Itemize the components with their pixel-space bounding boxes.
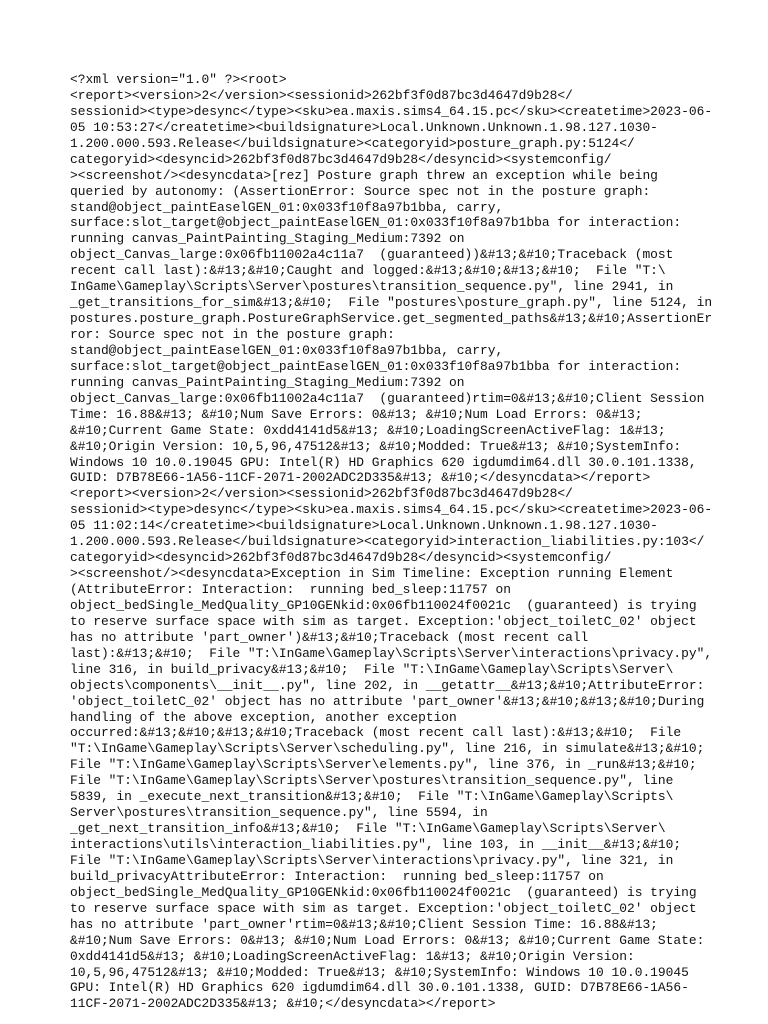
text-line: ><screenshot/><desyncdata>[rez] Posture graph threw an exception while being: [70, 167, 658, 183]
text-line: 1.200.000.593.Release</buildsignature><categoryid>interaction_liabilities.py:103</: [70, 534, 705, 550]
text-line: stand@object_paintEaselGEN_01:0x033f10f8a97b1bba, carry,: [70, 199, 504, 215]
text-line: recent call last):&#13;&#10;Caught and logged:&#13;&#10;&#13;&#10; File "T:\: [70, 263, 666, 279]
text-line: <report><version>2</version><sessionid>262bf3f0d87bc3d4647d9b28</: [70, 87, 573, 103]
text-line: object_bedSingle_MedQuality_GP10GENkid:0x06fb110024f0021c (guaranteed) is trying: [70, 597, 697, 613]
text-line: running canvas_PaintPainting_Staging_Medium:7392 on: [70, 231, 465, 247]
text-line: GPU: Intel(R) HD Graphics 620 igdumdim64.dll 30.0.101.1338, GUID: D7B78E66-1A56-: [70, 980, 689, 996]
text-line: 10,5,96,47512&#13; &#10;Modded: True&#13; &#10;SystemInfo: Windows 10 10.0.19045: [70, 964, 689, 980]
text-line: stand@object_paintEaselGEN_01:0x033f10f8a97b1bba, carry,: [70, 342, 504, 358]
text-line: sessionid><type>desync</type><sku>ea.maxis.sims4_64.15.pc</sku><createtime>2023-06-: [70, 103, 713, 119]
text-line: object_Canvas_large:0x06fb11002a4c11a7 (guaranteed)rtim=0&#13;&#10;Client Session: [70, 390, 705, 406]
text-line: _get_next_transition_info&#13;&#10; File "T:\InGame\Gameplay\Scripts\Server\: [70, 821, 666, 837]
text-line: interactions\utils\interaction_liabilities.py", line 103, in __init__&#13;&#10;: [70, 837, 682, 852]
text-line: 11CF-2071-2002ADC2D335&#13; &#10;</desyncdata></report>: [70, 996, 496, 1012]
text-line: ror: Source spec not in the posture graph:: [70, 327, 395, 342]
text-line: File "T:\InGame\Gameplay\Scripts\Server\elements.py", line 376, in _run&#13;&#10;: [70, 757, 697, 773]
text-line: handling of the above exception, another exception: [70, 709, 457, 725]
text-line: Server\postures\transition_sequence.py", line 5594, in: [70, 805, 488, 821]
text-line: "T:\InGame\Gameplay\Scripts\Server\scheduling.py", line 216, in simulate&#13;&#10;: [70, 741, 705, 757]
text-line: InGame\Gameplay\Scripts\Server\postures\transition_sequence.py", line 2941, in: [70, 279, 674, 295]
text-line: File "T:\InGame\Gameplay\Scripts\Server\interactions\privacy.py", line 321, in: [70, 852, 674, 868]
text-line: 5839, in _execute_next_transition&#13;&#10; File "T:\InGame\Gameplay\Scripts\: [70, 789, 674, 805]
text-line: to reserve surface space with sim as target. Exception:'object_toiletC_02' object: [70, 613, 697, 629]
text-line: objects\components\__init__.py", line 202, in __getattr__&#13;&#10;AttributeError:: [70, 677, 705, 693]
text-line: <report><version>2</version><sessionid>262bf3f0d87bc3d4647d9b28</: [70, 486, 573, 502]
text-line: surface:slot_target@object_paintEaselGEN_01:0x033f10f8a97b1bba for interaction:: [70, 215, 682, 231]
xml-report-text: [70, 72, 713, 1012]
text-line: (AttributeError: Interaction: running bed_sleep:11757 on: [70, 582, 511, 597]
text-line: surface:slot_target@object_paintEaselGEN_01:0x033f10f8a97b1bba for interaction:: [70, 358, 682, 374]
text-line: &#10;Origin Version: 10,5,96,47512&#13; &#10;Modded: True&#13; &#10;SystemInfo:: [70, 438, 682, 454]
text-line: last):&#13;&#10; File "T:\InGame\Gameplay\Scripts\Server\interactions\privacy.py",: [70, 645, 713, 661]
text-line: Windows 10 10.0.19045 GPU: Intel(R) HD Graphics 620 igdumdim64.dll 30.0.101.1338,: [70, 454, 697, 470]
text-line: has no attribute 'part_owner')&#13;&#10;Traceback (most recent call: [70, 629, 589, 645]
text-line: categoryid><desyncid>262bf3f0d87bc3d4647d9b28</desyncid><systemconfig/: [70, 151, 612, 167]
text-line: 'object_toiletC_02' object has no attribute 'part_owner'&#13;&#10;&#13;&#10;During: [70, 693, 705, 709]
text-line: 05 10:53:27</createtime><buildsignature>Local.Unknown.Unknown.1.98.127.1030-: [70, 119, 658, 135]
text-line: has no attribute 'part_owner'rtim=0&#13;&#10;Client Session Time: 16.88&#13;: [70, 916, 658, 932]
text-line: to reserve surface space with sim as target. Exception:'object_toiletC_02' object: [70, 900, 697, 916]
text-line: File "T:\InGame\Gameplay\Scripts\Server\postures\transition_sequence.py", line: [70, 773, 674, 789]
text-line: 1.200.000.593.Release</buildsignature><categoryid>posture_graph.py:5124</: [70, 135, 635, 151]
text-line: GUID: D7B78E66-1A56-11CF-2071-2002ADC2D335&#13; &#10;</desyncdata></report>: [70, 470, 651, 486]
text-line: <?xml version="1.0" ?><root>: [70, 72, 287, 87]
text-line: object_Canvas_large:0x06fb11002a4c11a7 (guaranteed))&#13;&#10;Traceback (most: [70, 247, 674, 263]
text-line: &#10;Num Save Errors: 0&#13; &#10;Num Load Errors: 0&#13; &#10;Current Game State:: [70, 932, 705, 948]
text-line: Time: 16.88&#13; &#10;Num Save Errors: 0&#13; &#10;Num Load Errors: 0&#13;: [70, 406, 643, 422]
text-line: &#10;Current Game State: 0xdd4141d5&#13; &#10;LoadingScreenActiveFlag: 1&#13;: [70, 422, 666, 438]
text-line: object_bedSingle_MedQuality_GP10GENkid:0x06fb110024f0021c (guaranteed) is trying: [70, 884, 697, 900]
text-line: postures.posture_graph.PostureGraphService.get_segmented_paths&#13;&#10;AssertionEr: [70, 311, 713, 327]
text-line: line 316, in build_privacy&#13;&#10; File "T:\InGame\Gameplay\Scripts\Server\: [70, 661, 674, 677]
text-line: categoryid><desyncid>262bf3f0d87bc3d4647d9b28</desyncid><systemconfig/: [70, 550, 612, 566]
text-line: running canvas_PaintPainting_Staging_Medium:7392 on: [70, 374, 465, 390]
text-line: build_privacyAttributeError: Interaction: running bed_sleep:11757 on: [70, 868, 604, 884]
text-line: ><screenshot/><desyncdata>Exception in Sim Timeline: Exception running Element: [70, 566, 674, 582]
text-line: _get_transitions_for_sim&#13;&#10; File "postures\posture_graph.py", line 5124, in: [70, 295, 713, 311]
text-line: queried by autonomy: (AssertionError: Source spec not in the posture graph:: [70, 183, 651, 199]
text-line: 05 11:02:14</createtime><buildsignature>Local.Unknown.Unknown.1.98.127.1030-: [70, 518, 658, 534]
text-line: sessionid><type>desync</type><sku>ea.maxis.sims4_64.15.pc</sku><createtime>2023-06-: [70, 502, 713, 518]
text-line: occurred:&#13;&#10;&#13;&#10;Traceback (most recent call last):&#13;&#10; File: [70, 725, 682, 741]
text-line: 0xdd4141d5&#13; &#10;LoadingScreenActiveFlag: 1&#13; &#10;Origin Version:: [70, 948, 635, 964]
